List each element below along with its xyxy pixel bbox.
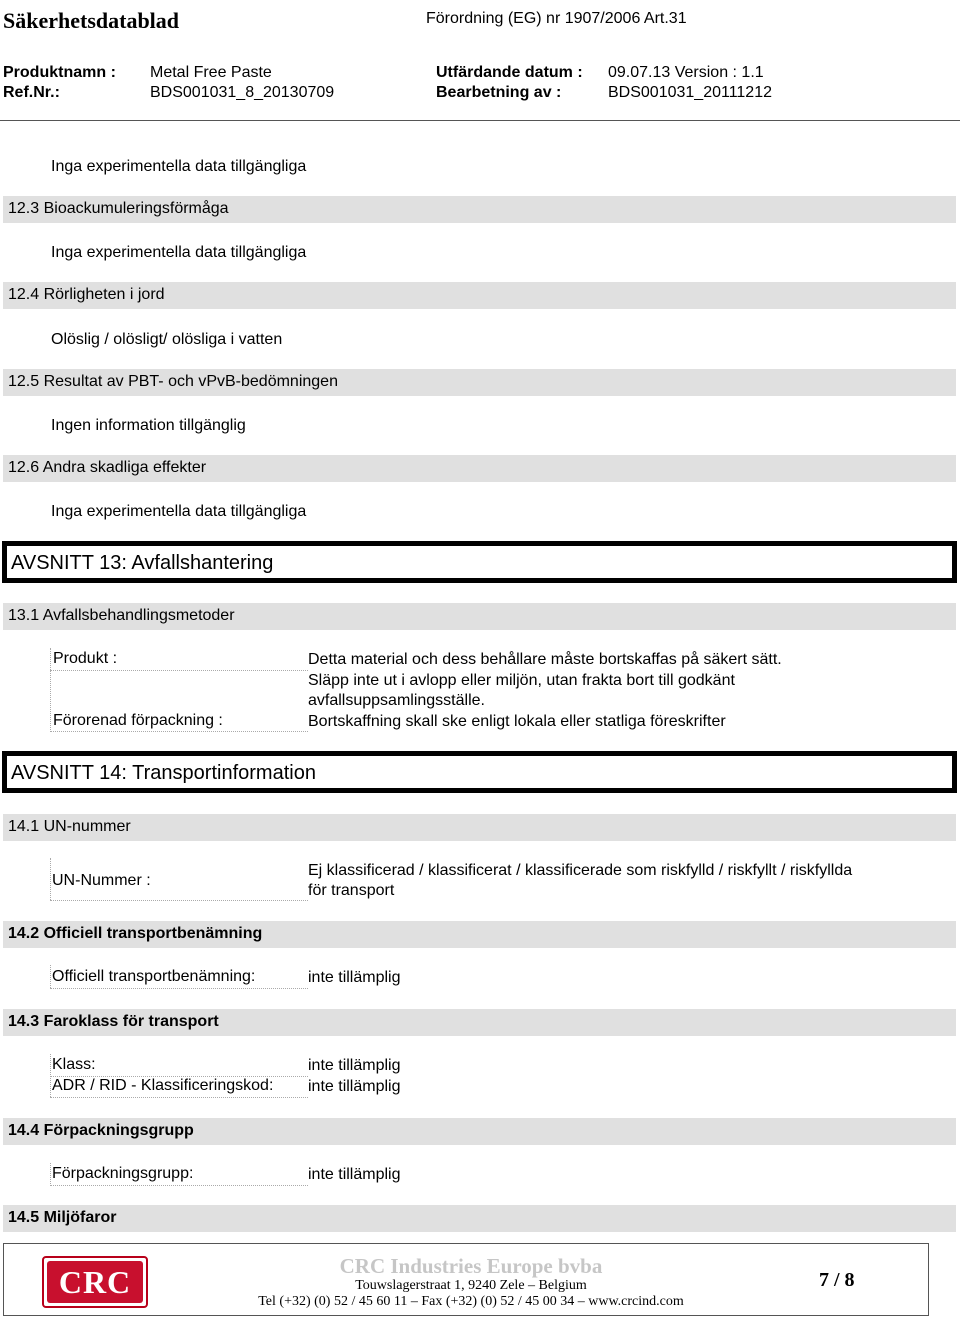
section-12-2-text: Inga experimentella data tillgängliga <box>51 158 307 175</box>
subsection-14-4-heading: 14.4 Förpackningsgrupp <box>3 1118 956 1145</box>
regulation-reference: Förordning (EG) nr 1907/2006 Art.31 <box>426 10 687 27</box>
crc-logo <box>42 1256 148 1308</box>
subsection-12-3-text: Inga experimentella data tillgängliga <box>51 244 307 261</box>
section-13-title: AVSNITT 13: Avfallshantering <box>2 541 957 583</box>
subsection-14-3-heading: 14.3 Faroklass för transport <box>3 1009 956 1036</box>
adr-rid-value: inte tillämplig <box>308 1078 401 1095</box>
packing-group-label: Förpackningsgrupp: <box>50 1165 308 1186</box>
product-disposal-line-3: avfallsuppsamlingsställe. <box>308 692 485 709</box>
subsection-12-3-heading: 12.3 Bioackumuleringsförmåga <box>3 196 956 223</box>
processing-value: BDS001031_20111212 <box>608 84 772 101</box>
product-disposal-line-2: Släpp inte ut i avlopp eller miljön, utan frakta bort till godkänt <box>308 672 735 689</box>
page-number: 7 / 8 <box>819 1269 855 1291</box>
un-number-value-line-2: för transport <box>308 882 395 899</box>
ref-number-label: Ref.Nr.: <box>3 84 60 101</box>
packaging-label: Förorenad förpackning : <box>50 712 308 732</box>
footer-contact: Tel (+32) (0) 52 / 45 60 11 – Fax (+32) (0) 52 / 45 00 34 – www.crcind.com <box>258 1294 684 1309</box>
subsection-12-4-text: Olöslig / olösligt/ olösliga i vatten <box>51 331 283 348</box>
class-value: inte tillämplig <box>308 1057 401 1074</box>
un-number-label: UN-Nummer : <box>50 872 308 901</box>
document-title: Säkerhetsdatablad <box>3 8 180 33</box>
transport-name-value: inte tillämplig <box>308 969 401 986</box>
subsection-12-6-text: Inga experimentella data tillgängliga <box>51 503 307 520</box>
header-divider <box>0 120 960 121</box>
adr-rid-label: ADR / RID - Klassificeringskod: <box>50 1077 308 1098</box>
subsection-12-6-heading: 12.6 Andra skadliga effekter <box>3 455 956 482</box>
class-label: Klass: <box>50 1056 308 1077</box>
subsection-14-2-heading: 14.2 Officiell transportbenämning <box>3 921 956 948</box>
product-name-value: Metal Free Paste <box>150 64 272 81</box>
subsection-13-1-heading: 13.1 Avfallsbehandlingsmetoder <box>3 603 956 630</box>
footer-address: Touwslagerstraat 1, 9240 Zele – Belgium <box>355 1278 587 1293</box>
subsection-14-5-heading: 14.5 Miljöfaror <box>3 1205 956 1232</box>
page-footer <box>3 1243 929 1316</box>
transport-name-label: Officiell transportbenämning: <box>50 968 308 989</box>
product-label: Produkt : <box>50 650 308 671</box>
footer-company-name: CRC Industries Europe bvba <box>339 1254 603 1278</box>
logo-text: CRC <box>58 1263 132 1300</box>
section-14-title: AVSNITT 14: Transportinformation <box>2 751 957 793</box>
issue-date-label: Utfärdande datum : <box>436 64 583 81</box>
un-number-value-line-1: Ej klassificerad / klassificerat / klassificerade som riskfylld / riskfyllt / riskfyllda <box>308 862 853 879</box>
subsection-12-4-heading: 12.4 Rörligheten i jord <box>3 282 956 309</box>
processing-label: Bearbetning av : <box>436 84 562 101</box>
packaging-disposal-value: Bortskaffning skall ske enligt lokala eller statliga föreskrifter <box>308 713 726 730</box>
subsection-12-5-text: Ingen information tillgänglig <box>51 417 246 434</box>
product-disposal-line-1: Detta material och dess behållare måste bortskaffas på säkert sätt. <box>308 651 782 668</box>
issue-date-value: 09.07.13 Version : 1.1 <box>608 64 764 81</box>
product-name-label: Produktnamn : <box>3 64 116 81</box>
packing-group-value: inte tillämplig <box>308 1166 401 1183</box>
subsection-14-1-heading: 14.1 UN-nummer <box>3 814 956 841</box>
ref-number-value: BDS001031_8_20130709 <box>150 84 335 101</box>
subsection-12-5-heading: 12.5 Resultat av PBT- och vPvB-bedömningen <box>3 369 956 396</box>
